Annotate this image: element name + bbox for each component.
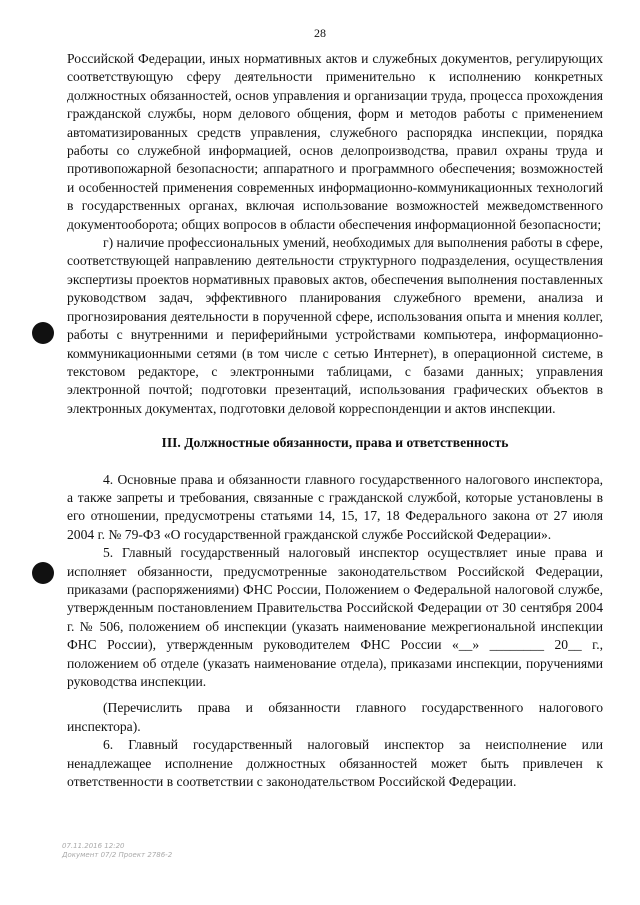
paragraph-5: 5. Главный государственный налоговый инспектор осуществляет иные права и исполняет обязанности, предусмотренные законодательством Российской Федерации, приказами (распоряжениями) ФНС России, Положением о Федеральной налоговой службе, утвержденным постановлением Правительства Российской Федерации от 30 сентября 2004 г. № 506, положением об инспекции (указать наименование межрегиональной инспекции ФНС России), утвержденным руководителем ФНС России «__» ________ 20__ г., положением об отделе (указать наименование отдела), приказами инспекции, поручениями руководства инспекции. [67, 545, 603, 689]
paragraph-knowledge-continued: Российской Федерации, иных нормативных актов и служебных документов, регулирующих соответствующую сферу деятельности применительно к исполнению конкретных должностных обязанностей, основ управления и организации труда, процесса прохождения гражданской службы, норм делового общения, форм и методов работы с применением автоматизированных средств управления, служебного распорядка инспекции, порядка работы со служебной информацией, основ делопроизводства, правил охраны труда и противопожарной безопасности; аппаратного и программного обеспечения; возможностей и особенностей применения современных информационно-коммуникационных технологий в государственных органах, включая использование возможностей межведомственного документооборота; общих вопросов в области обеспечения информационной безопасности; [67, 51, 603, 232]
paragraph-5-note: (Перечислить права и обязанности главного государственного налогового инспектора). [67, 700, 603, 734]
section-heading: III. Должностные обязанности, права и ответственность [161, 435, 509, 451]
paragraph-4: 4. Основные права и обязанности главного государственного налогового инспектора, а также запреты и требования, связанные с гражданской службой, которые установлены в его отношении, предусмотрены статьями 14, 15, 17, 18 Федерального закона от 27 июля 2004 г. № 79-ФЗ «О государственной гражданской службе Российской Федерации». [67, 471, 603, 542]
footer-stamp [62, 842, 172, 860]
footer-stamp-line: 07.11.2016 12:20 [62, 842, 125, 850]
footer-stamp-line: Документ 07/2 Проект 2786-2 [62, 851, 173, 859]
paragraph-6: 6. Главный государственный налоговый инспектор за неисполнение или ненадлежащее исполнение должностных обязанностей может быть привлечен к ответственности в соответствии с законодательством Российской Федерации. [67, 737, 603, 790]
punch-hole-icon [32, 562, 54, 584]
punch-hole-icon [32, 322, 54, 344]
document-body [67, 50, 603, 791]
page-number: 28 [314, 26, 326, 40]
paragraph-skills: г) наличие профессиональных умений, необходимых для выполнения работы в сфере, соответствующей направлению деятельности структурного подразделения, осуществления экспертизы проектов нормативных правовых актов, обеспечения выполнения поставленных руководством задач, эффективного планирования служебного времени, анализа и прогнозирования деятельности в порученной сфере, использования опыта и мнения коллег, работы с внутренними и периферийными устройствами компьютера, информационно-коммуникационными сетями (в том числе с сетью Интернет), в операционной системе, в текстовом редакторе, с электронными таблицами, с базами данных; управления электронной почтой; подготовки презентаций, использования графических объектов в электронных документах, подготовки деловой корреспонденции и актов инспекции. [67, 235, 603, 416]
